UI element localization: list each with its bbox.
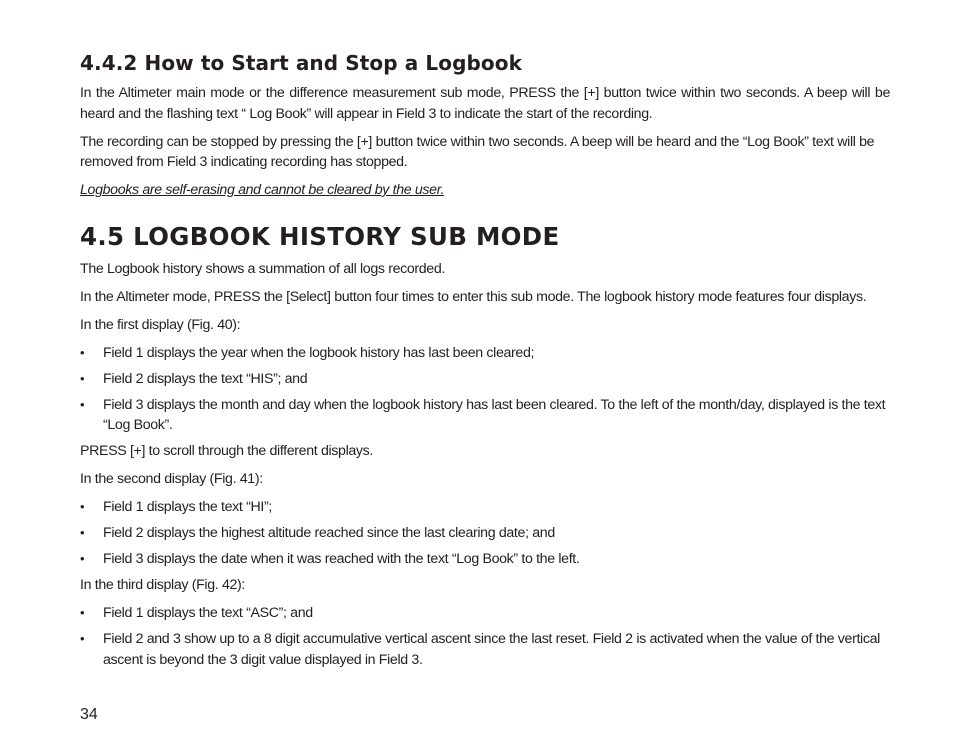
section-heading-4-5: 4.5 LOGBOOK HISTORY SUB MODE xyxy=(80,221,560,251)
history-intro-paragraph: The Logbook history shows a summation of all logs recorded. xyxy=(80,260,445,277)
list-item: • Field 3 displays the date when it was reached with the text “Log Book” to the left. xyxy=(80,549,890,570)
list-item: • Field 1 displays the text “ASC”; and xyxy=(80,603,890,624)
scroll-instruction: PRESS [+] to scroll through the different displays. xyxy=(80,443,373,459)
enter-submode-paragraph: In the Altimeter mode, PRESS the [Select] button four times to enter this sub mode. The logbook history mode features four displays. xyxy=(80,288,867,305)
manual-page xyxy=(80,50,890,676)
list-item: • Field 1 displays the year when the logbook history has last been cleared; xyxy=(80,343,890,364)
third-display-list xyxy=(80,603,890,670)
self-erasing-note: Logbooks are self-erasing and cannot be cleared by the user. xyxy=(80,182,445,198)
third-display-label: In the third display (Fig. 42): xyxy=(80,577,245,593)
section-heading-4-4-2: 4.4.2 How to Start and Stop a Logbook xyxy=(80,51,522,75)
list-item: • Field 2 displays the text “HIS”; and xyxy=(80,369,890,390)
stop-logbook-paragraph: The recording can be stopped by pressing the [+] button twice within two seconds. A beep will be heard and the “Log Book” text will be removed from Field 3 indicating recording has stopped. xyxy=(80,133,875,170)
second-display-label: In the second display (Fig. 41): xyxy=(80,471,263,487)
page-number: 34 xyxy=(80,706,98,723)
list-item: • Field 2 and 3 show up to a 8 digit accumulative vertical ascent since the last reset. Field 2 is activated when the value of the vertical ascent is beyond the 3 digit value displayed in Field 3. xyxy=(80,629,890,670)
second-display-list xyxy=(80,497,890,570)
list-item: • Field 2 displays the highest altitude reached since the last clearing date; and xyxy=(80,523,890,544)
list-item: • Field 1 displays the text “HI”; xyxy=(80,497,890,518)
first-display-label: In the first display (Fig. 40): xyxy=(80,316,241,333)
first-display-list xyxy=(80,343,890,436)
start-logbook-paragraph: In the Altimeter main mode or the difference measurement sub mode, PRESS the [+] button twice within two seconds. A beep will be heard and the flashing text “ Log Book” will appear in Field 3 to indicate the start of the recording. xyxy=(80,85,890,122)
list-item: • Field 3 displays the month and day when the logbook history has last been cleared. To the left of the month/day, displayed is the text “Log Book”. xyxy=(80,395,890,436)
